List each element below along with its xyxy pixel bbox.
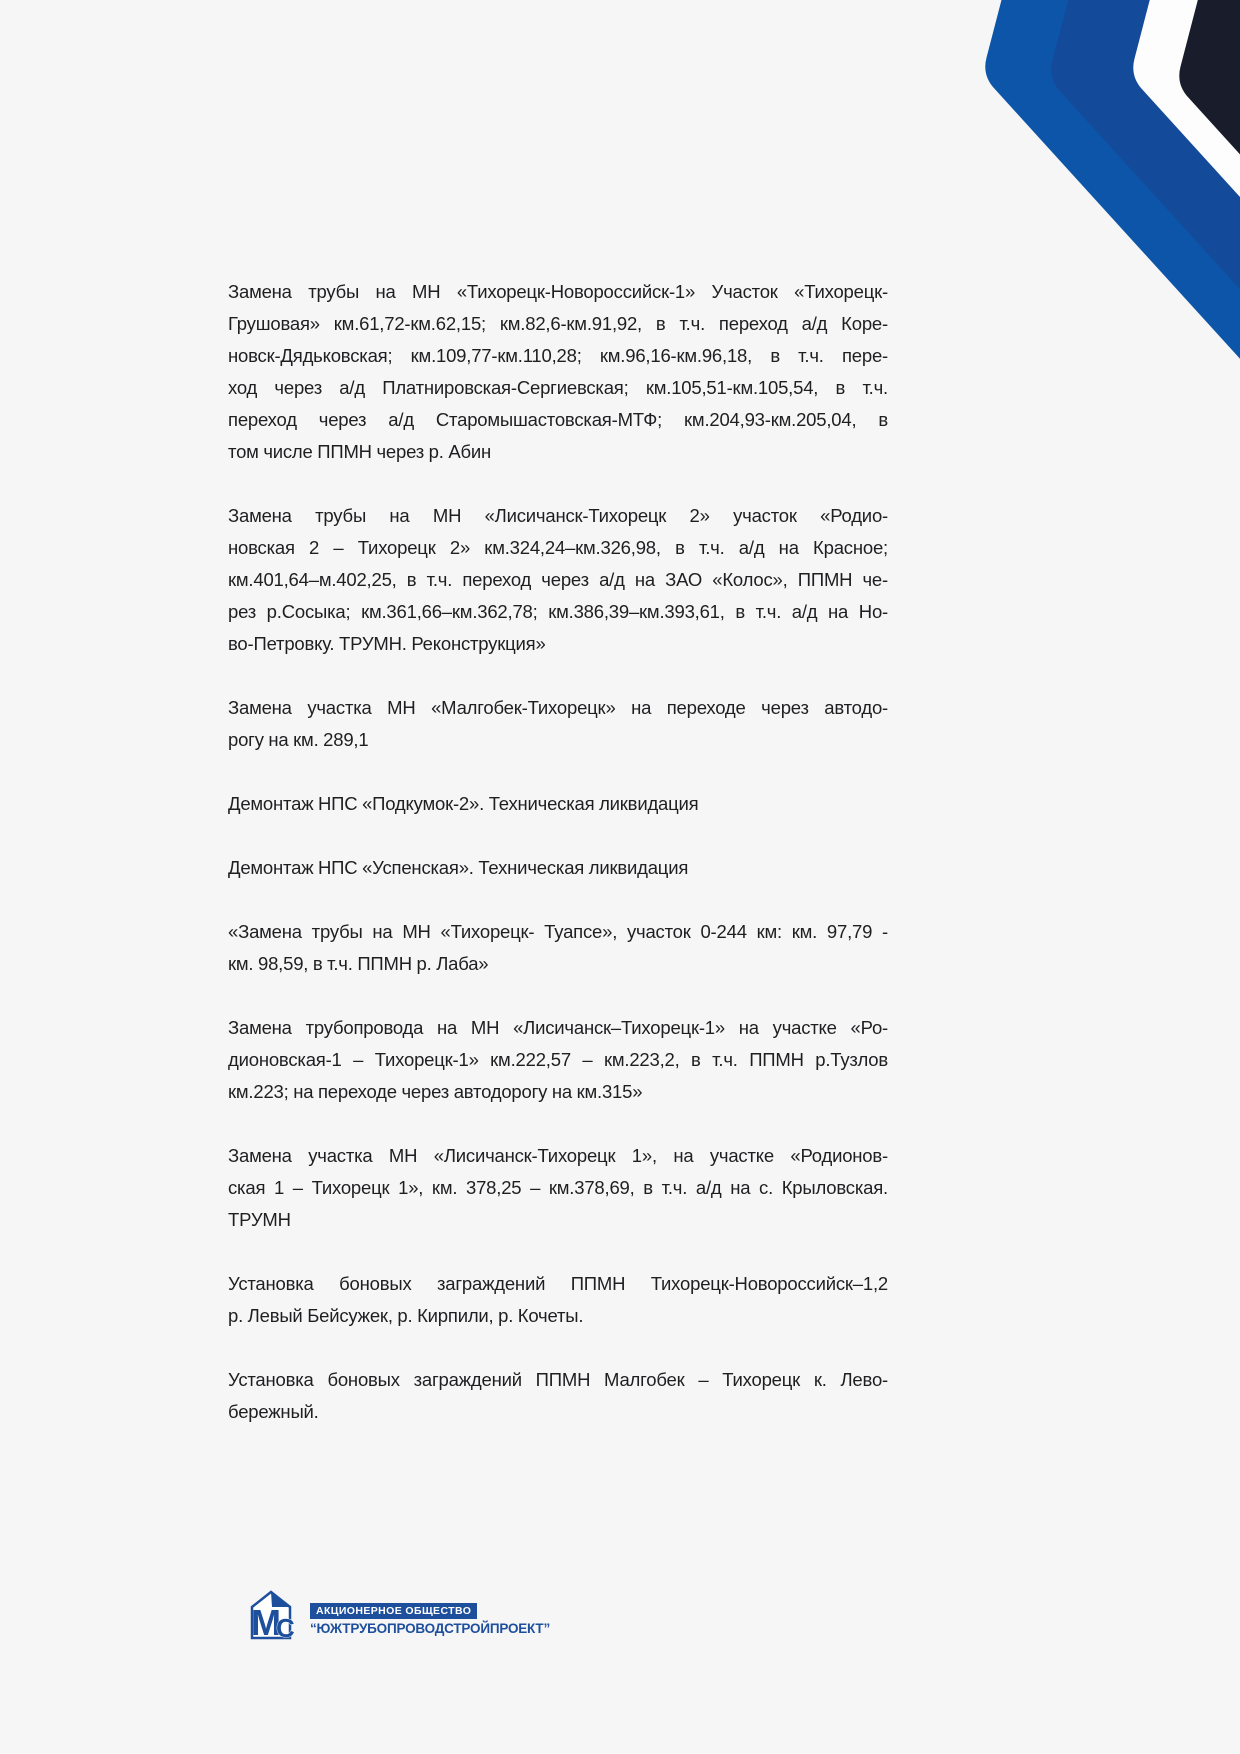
chevron-navy xyxy=(1179,0,1240,400)
chevron-inner-blue xyxy=(1051,0,1240,400)
text-line: дионовская-1 – Тихорецк-1» км.222,57 – км.223,2, в т.ч. ППМН р.Тузлов xyxy=(228,1049,888,1070)
paragraph xyxy=(228,500,888,660)
house-logo-icon xyxy=(250,1590,298,1640)
paragraph xyxy=(228,1268,888,1332)
text-line: Демонтаж НПС «Подкумок-2». Техническая ликвидация xyxy=(228,793,699,814)
svg-text:М: М xyxy=(251,1602,281,1640)
document-text xyxy=(228,276,888,1460)
org-type-label: АКЦИОНЕРНОЕ ОБЩЕСТВО xyxy=(310,1603,477,1619)
paragraph xyxy=(228,788,888,820)
text-line: Замена трубы на МН «Лисичанск-Тихорецк 2» участок «Родио- xyxy=(228,505,888,526)
text-line: ход через а/д Платнировская-Сергиевская; км.105,51-км.105,54, в т.ч. xyxy=(228,377,888,398)
paragraph xyxy=(228,276,888,468)
paragraph xyxy=(228,1012,888,1108)
text-line: рогу на км. 289,1 xyxy=(228,729,369,750)
company-logo xyxy=(250,1590,550,1640)
text-line: км.401,64–м.402,25, в т.ч. переход через а/д на ЗАО «Колос», ППМН че- xyxy=(228,569,888,590)
text-line: км. 98,59, в т.ч. ППМН р. Лаба» xyxy=(228,953,489,974)
text-line: р. Левый Бейсужек, р. Кирпили, р. Кочеты. xyxy=(228,1305,584,1326)
text-line: новск-Дядьковская; км.109,77-км.110,28; км.96,16-км.96,18, в т.ч. пере- xyxy=(228,345,888,366)
text-line: переход через а/д Старомышастовская-МТФ; км.204,93-км.205,04, в xyxy=(228,409,888,430)
text-line: Установка боновых заграждений ППМН Тихорецк-Новороссийск–1,2 xyxy=(228,1273,888,1294)
paragraph xyxy=(228,1364,888,1428)
svg-text:С: С xyxy=(276,1613,295,1640)
company-name-block xyxy=(310,1601,550,1636)
text-line: Грушовая» км.61,72-км.62,15; км.82,6-км.91,92, в т.ч. переход а/д Коре- xyxy=(228,313,888,334)
text-line: Замена трубопровода на МН «Лисичанск–Тихорецк-1» на участке «Ро- xyxy=(228,1017,888,1038)
text-line: новская 2 – Тихорецк 2» км.324,24–км.326,98, в т.ч. а/д на Красное; xyxy=(228,537,888,558)
text-line: Замена участка МН «Лисичанск-Тихорецк 1», на участке «Родионов- xyxy=(228,1145,888,1166)
text-line: Замена трубы на МН «Тихорецк-Новороссийск-1» Участок «Тихорецк- xyxy=(228,281,888,302)
paragraph xyxy=(228,1140,888,1236)
text-line: «Замена трубы на МН «Тихорецк- Туапсе», участок 0-244 км: км. 97,79 - xyxy=(228,921,888,942)
paragraph xyxy=(228,852,888,884)
text-line: во-Петровку. ТРУМН. Реконструкция» xyxy=(228,633,546,654)
paragraph xyxy=(228,916,888,980)
text-line: ская 1 – Тихорецк 1», км. 378,25 – км.378,69, в т.ч. а/д на с. Крыловская. xyxy=(228,1177,888,1198)
org-name-label: “ЮЖТРУБОПРОВОДСТРОЙПРОЕКТ” xyxy=(310,1621,551,1636)
text-line: рез р.Сосыка; км.361,66–км.362,78; км.386,39–км.393,61, в т.ч. а/д на Но- xyxy=(228,601,888,622)
paragraph xyxy=(228,692,888,756)
text-line: Замена участка МН «Малгобек-Тихорецк» на переходе через автодо- xyxy=(228,697,888,718)
text-line: том числе ППМН через р. Абин xyxy=(228,441,492,462)
chevron-outer-blue xyxy=(985,0,1240,400)
text-line: км.223; на переходе через автодорогу на км.315» xyxy=(228,1081,643,1102)
chevron-white-band xyxy=(1133,0,1240,400)
text-line: ТРУМН xyxy=(228,1209,291,1230)
text-line: Установка боновых заграждений ППМН Малгобек – Тихорецк к. Лево- xyxy=(228,1369,888,1390)
text-line: Демонтаж НПС «Успенская». Техническая ликвидация xyxy=(228,857,689,878)
text-line: бережный. xyxy=(228,1401,319,1422)
